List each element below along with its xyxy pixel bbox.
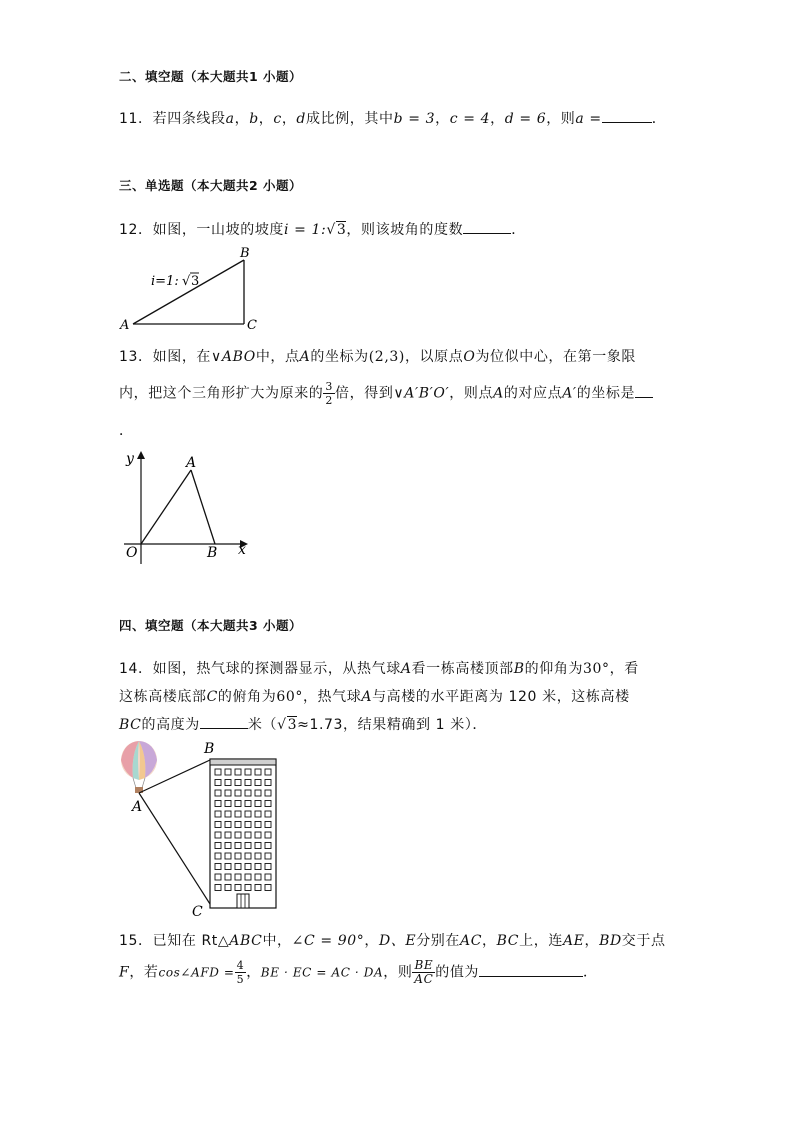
building-window (225, 885, 231, 891)
q15-ratio-fraction (412, 959, 435, 986)
q15-cos-expr: cos∠AFD = (158, 965, 235, 980)
sight-line-ac (139, 793, 210, 904)
building-window (235, 811, 241, 817)
building-window (245, 822, 251, 828)
building-window (235, 822, 241, 828)
building-window (225, 832, 231, 838)
q11-var-a: a (225, 111, 235, 127)
q13-point-a-prime: A′ (562, 385, 577, 402)
building-window (215, 790, 221, 796)
building-window (215, 864, 221, 870)
q12-fig-sqrt-sign: √ (182, 274, 191, 289)
building-window (265, 790, 271, 796)
question-11: 11．若四条线段a，b，c，d成比例，其中b = 3，c = 4，d = 6，则a = ． (119, 111, 667, 127)
q15-segment-ae: AE (562, 933, 585, 949)
building-window (265, 832, 271, 838)
q14-angle-1: 30° (583, 661, 610, 677)
building-window (255, 853, 261, 859)
q12-slope-figure (115, 245, 265, 335)
q14-text-2c: ，热气球 (302, 689, 362, 705)
q13-fraction-num: 3 (325, 380, 334, 393)
q15-text-1c: ， (364, 933, 379, 949)
building-window (265, 853, 271, 859)
section-heading-fill-1: 二、填空题（本大题共1 小题） (119, 69, 303, 84)
building-window (225, 790, 231, 796)
q13-point-a: A (299, 349, 311, 365)
building-window (225, 874, 231, 880)
building-window (235, 874, 241, 880)
building-window (225, 780, 231, 786)
question-12: 12．如图，一山坡的坡度i = 1:√3，则该坡角的度数 ． (119, 222, 526, 238)
q13-fraction (323, 380, 335, 407)
building-window (265, 769, 271, 775)
q15-cos-num: 4 (236, 959, 245, 972)
building-window (235, 843, 241, 849)
building-icon (210, 759, 276, 908)
building-window (235, 801, 241, 807)
building-window (245, 843, 251, 849)
q12-answer-blank[interactable] (463, 220, 511, 234)
building-window (235, 853, 241, 859)
q13-fig-label-b: B (207, 545, 218, 561)
building-window (245, 780, 251, 786)
q12-suffix: ，则该坡角的度数 (346, 222, 464, 238)
q13-text-2a: 内，把这个三角形扩大为原来的 (119, 385, 324, 402)
q14-text-1d: ，看 (609, 661, 639, 677)
q13-text-2e: 的坐标是 (576, 385, 636, 402)
segment-ab (191, 470, 215, 544)
building-window (245, 874, 251, 880)
building-window (215, 832, 221, 838)
q15-text-1g: ， (584, 933, 600, 949)
building-window (245, 864, 251, 870)
q15-text-2c: ，则 (383, 964, 413, 981)
q15-angle-c: ∠C = 90° (291, 933, 365, 949)
building-window (265, 801, 271, 807)
building-window (215, 780, 221, 786)
building-window (245, 811, 251, 817)
q15-ratio-den: AC (414, 972, 434, 986)
building-window (265, 843, 271, 849)
q12-fig-label-c: C (247, 318, 257, 333)
q13-fig-label-y: y (126, 451, 134, 467)
q14-text-1b: 看一栋高楼顶部 (411, 661, 514, 677)
section-heading-single-choice: 三、单选题（本大题共2 小题） (119, 178, 303, 193)
q15-text-1e: ， (482, 933, 497, 949)
q15-text-1d: 分别在 (416, 933, 461, 949)
q14-text-2b: 的俯角为 (217, 689, 277, 705)
q14-text-2a: 这栋高楼底部 (119, 689, 207, 705)
q13-coord: (2,3) (368, 349, 405, 365)
q13-text-1a: 13．如图，在 (119, 349, 212, 365)
q12-fig-label-b: B (240, 246, 250, 261)
building-window (255, 780, 261, 786)
building-window (215, 853, 221, 859)
building-window (245, 790, 251, 796)
section-heading-fill-2: 四、填空题（本大题共3 小题） (119, 618, 303, 633)
question-13-line-2 (119, 380, 653, 407)
q13-fig-label-x: x (238, 542, 246, 558)
q15-point-f: F (119, 964, 130, 981)
building-window (255, 811, 261, 817)
building-window (255, 864, 261, 870)
building-window (225, 843, 231, 849)
q13-text-2c: ，则点 (449, 385, 494, 402)
building-window (245, 769, 251, 775)
q15-points-de: D、E (378, 933, 417, 949)
q15-cos-den: 5 (236, 973, 245, 986)
building-window (225, 811, 231, 817)
building-window (215, 801, 221, 807)
q14-fig-label-b: B (204, 741, 215, 757)
building-window (225, 769, 231, 775)
q11-var-b: b (249, 111, 259, 127)
question-15-line-1 (119, 930, 666, 950)
q12-slope: i = 1: (284, 222, 327, 238)
building-window (215, 822, 221, 828)
q14-approx: ≈1.73，结果精确到 1 米）． (297, 717, 488, 733)
q11-var-d: d (296, 111, 306, 127)
q14-point-a-2: A (361, 689, 373, 705)
question-13-line-3: ． (119, 423, 134, 439)
q11-b-eq: b = 3 (393, 111, 436, 127)
q15-ratio-num: BE (414, 958, 434, 972)
building-window (225, 801, 231, 807)
q12-fig-sqrt-value: 3 (191, 274, 200, 289)
building-window (255, 874, 261, 880)
q14-answer-blank[interactable] (200, 715, 248, 729)
q14-text-3b: 米（ (247, 717, 278, 733)
q14-sqrt-sign: √ (277, 717, 287, 733)
q14-sqrt-value: 3 (287, 717, 298, 733)
q12-fig-slope-label: i=1: (151, 274, 179, 289)
building-window (235, 885, 241, 891)
q13-text-1b: 中，点 (255, 349, 300, 365)
q14-angle-2: 60° (276, 689, 303, 705)
q11-mid: 成比例，其中 (305, 111, 394, 127)
building-window (265, 864, 271, 870)
q15-text-1f: 上，连 (519, 933, 563, 949)
q11-then: ，则 (546, 111, 576, 127)
question-14-line-3 (119, 714, 487, 734)
question-15-line-2 (119, 959, 598, 986)
building-window (255, 769, 261, 775)
q13-answer-blank[interactable] (635, 384, 653, 398)
q14-text-1c: 的仰角为 (524, 661, 584, 677)
building-window (255, 801, 261, 807)
q14-fig-label-c: C (192, 904, 203, 920)
building-window (215, 843, 221, 849)
building-window (215, 769, 221, 775)
q13-fraction-den: 2 (325, 394, 334, 407)
question-13-line-1 (119, 346, 636, 366)
q13-point-a-2: A (493, 385, 504, 402)
q15-text-1b: 中， (262, 933, 292, 949)
q14-fig-label-a: A (132, 799, 143, 815)
building-window (225, 822, 231, 828)
q15-segment-bd: BD (599, 933, 622, 949)
q13-coordinate-figure (118, 448, 258, 570)
building-window (245, 801, 251, 807)
building-window (235, 864, 241, 870)
q12-fig-label-a: A (120, 318, 130, 333)
q11-prefix: 11．若四条线段 (119, 111, 226, 127)
segment-oa (141, 470, 191, 544)
slope-line-ab (133, 260, 244, 324)
q14-point-b: B (513, 661, 525, 677)
building-window (255, 885, 261, 891)
building-window (245, 885, 251, 891)
building-window (235, 832, 241, 838)
q15-product-eq: BE · EC = AC · DA (260, 965, 384, 980)
q13-triangle: ∨ABO (211, 349, 256, 365)
q15-segment-ac: AC (460, 933, 483, 949)
building-window (215, 885, 221, 891)
q15-text-1a: 15．已知在 Rt (119, 933, 218, 949)
building-window (235, 790, 241, 796)
q12-sqrt-value: 3 (336, 222, 347, 238)
q14-text-3a: 的高度为 (141, 717, 200, 733)
q15-text-2b: ， (246, 964, 261, 981)
q14-point-a: A (400, 661, 412, 677)
q13-fig-label-a: A (186, 455, 197, 471)
building-window (265, 885, 271, 891)
q13-point-o: O (463, 349, 476, 365)
building-window (255, 832, 261, 838)
y-axis-arrow (137, 451, 145, 459)
building-window (245, 853, 251, 859)
building-window (255, 790, 261, 796)
q13-triangle-image: ∨A′B′O′ (393, 385, 450, 402)
building-window (255, 843, 261, 849)
q13-text-1e: 为位似中心，在第一象限 (475, 349, 637, 365)
q11-var-c: c (273, 111, 282, 127)
q13-text-1d: ，以原点 (404, 349, 464, 365)
q14-point-c: C (206, 689, 218, 705)
building-window (265, 780, 271, 786)
q11-answer-blank[interactable] (602, 109, 652, 123)
q12-sqrt-sign: √ (326, 222, 336, 238)
question-14-line-2 (119, 686, 630, 706)
q13-text-2b: 倍，得到 (335, 385, 394, 402)
q15-segment-bc: BC (496, 933, 520, 949)
building-window (225, 864, 231, 870)
building-window (265, 822, 271, 828)
q15-text-2a: ，若 (129, 964, 159, 981)
q14-balloon-building-figure (112, 736, 292, 920)
q11-d-eq: d = 6 (504, 111, 547, 127)
building-window (235, 769, 241, 775)
building-window (235, 780, 241, 786)
q14-segment-bc: BC (119, 717, 142, 733)
question-14-line-1 (119, 658, 639, 678)
building-window (255, 822, 261, 828)
q15-cos-fraction (235, 959, 247, 986)
building-window (245, 832, 251, 838)
q15-text-2d: 的值为 (435, 964, 480, 981)
q13-text-2d: 的对应点 (503, 385, 563, 402)
q12-prefix: 12．如图，一山坡的坡度 (119, 222, 285, 238)
q13-text-1c: 的坐标为 (310, 349, 369, 365)
building-window (215, 811, 221, 817)
q11-c-eq: c = 4 (449, 111, 491, 127)
q15-end: ． (583, 964, 598, 981)
q15-text-1h: 交于点 (621, 933, 666, 949)
q13-fig-label-o: O (126, 545, 138, 561)
hot-air-balloon-icon (121, 741, 157, 793)
building-window (215, 874, 221, 880)
building-window (265, 874, 271, 880)
q11-answer-label: a = (575, 111, 602, 127)
q15-answer-blank[interactable] (479, 963, 583, 977)
building-window (225, 853, 231, 859)
q14-text-1a: 14．如图，热气球的探测器显示，从热气球 (119, 661, 401, 677)
building-window (265, 811, 271, 817)
q15-triangle: △ABC (217, 933, 263, 949)
q14-text-2d: 与高楼的水平距离为 120 米，这栋高楼 (372, 689, 630, 705)
